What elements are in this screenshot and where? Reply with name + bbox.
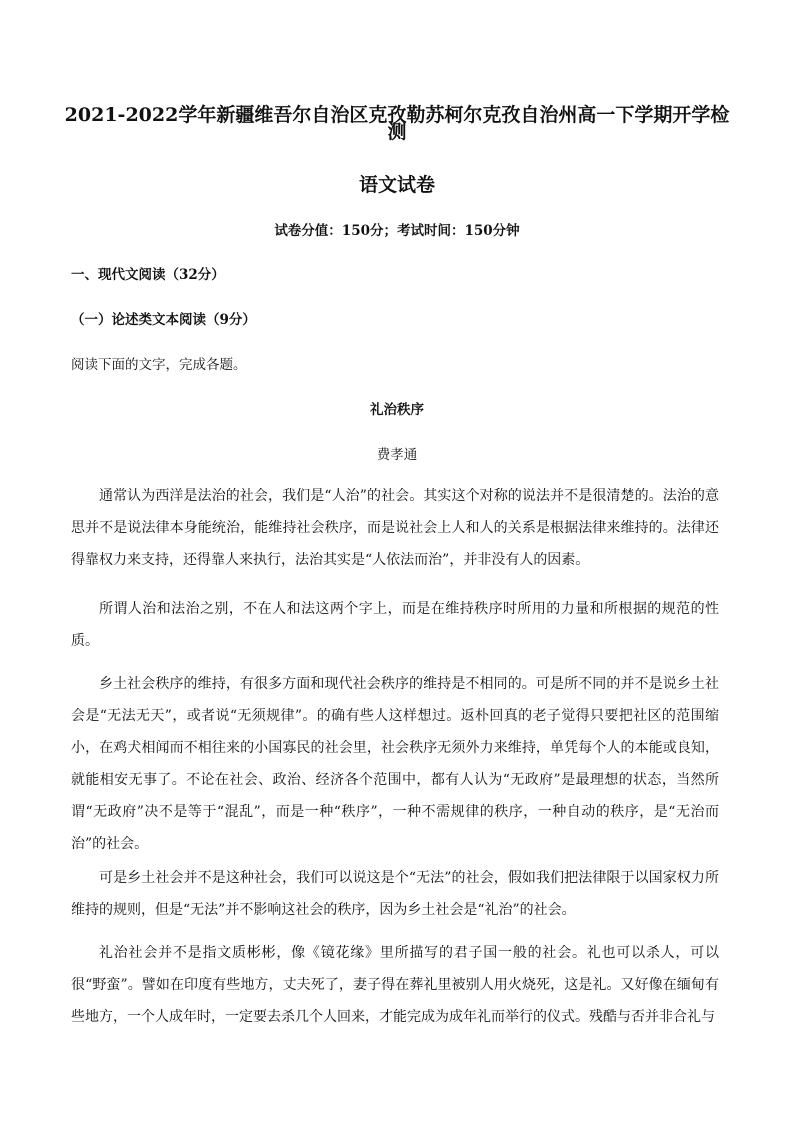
article-author: 费孝通: [376, 447, 418, 463]
exam-title-line-2: 测: [387, 121, 407, 143]
subsection-heading: （一）论述类文本阅读（9分）: [71, 312, 256, 328]
article-title: 礼治秩序: [370, 402, 424, 418]
article-paragraph-3: 乡土社会秩序的维持，有很多方面和现代社会秩序的维持是不相同的。可是所不同的并不是说乡土社会是“无法无天”，或者说“无须规律”。的确有些人这样想过。返朴回真的老子觉得只要把社区的范围缩小，在鸡犬相闻而不相往来的小国寡民的社会里，社会秩序无须外力来维持，单凭每个人的本能或良知，就能相安无事了。不论在社会、政治、经济各个范围中，都有人认为“无政府”是最理想的状态，当然所谓“无政府”决不是等于“混乱”，而是一种“秩序”，一种不需规律的秩序，一种自动的秩序，是“无治而治”的社会。: [71, 676, 719, 852]
reading-instruction: 阅读下面的文字，完成各题。: [71, 357, 247, 373]
article-paragraph-2: 所谓人治和法治之别，不在人和法这两个字上，而是在维持秩序时所用的力量和所根据的规范的性质。: [71, 601, 719, 649]
exam-meta: 试卷分值：150分；考试时间：150分钟: [274, 223, 520, 239]
article-paragraph-4: 可是乡土社会并不是这种社会，我们可以说这是个“无法”的社会，假如我们把法律限于以国家权力所维持的规则，但是“无法”并不影响这社会的秩序，因为乡土社会是“礼治”的社会。: [71, 870, 719, 918]
article-paragraph-5: 礼治社会并不是指文质彬彬，像《镜花缘》里所描写的君子国一般的社会。礼也可以杀人，可以很“野蛮”。譬如在印度有些地方，丈夫死了，妻子得在葬礼里被别人用火烧死，这是礼。又好像在缅甸有些地方，一个人成年时，一定要去杀几个人回来，才能完成为成年礼而举行的仪式。残酷与否并非合礼与: [71, 945, 719, 1025]
article-paragraph-1: 通常认为西洋是法治的社会，我们是“人治”的社会。其实这个对称的说法并不是很清楚的。法治的意思并不是说法律本身能统治，能维持社会秩序，而是说社会上人和人的关系是根据法律来维持的。法律还得靠权力来支持，还得靠人来执行，法治其实是“人依法而治”，并非没有人的因素。: [71, 488, 719, 568]
exam-title-line-1: 2021-2022学年新疆维吾尔自治区克孜勒苏柯尔克孜自治州高一下学期开学检: [64, 104, 730, 126]
exam-subject: 语文试卷: [358, 174, 435, 196]
section-heading: 一、现代文阅读（32分）: [71, 267, 225, 283]
